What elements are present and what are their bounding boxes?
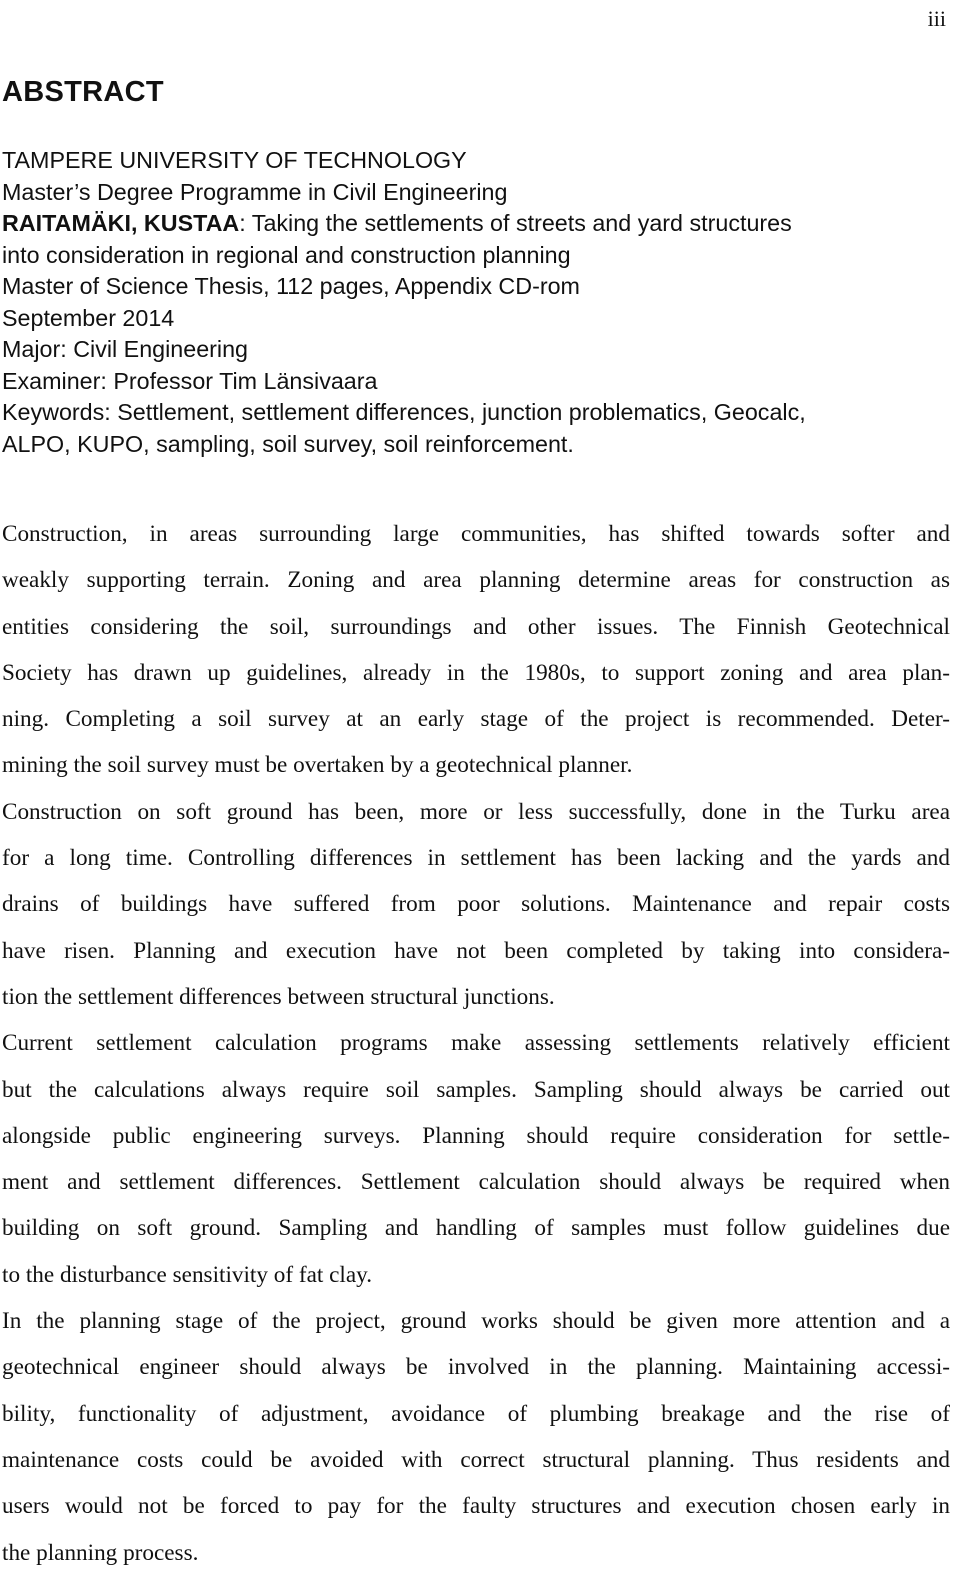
- paragraph-line: bility, functionality of adjustment, avoidance of plumbing breakage and the rise of: [2, 1400, 950, 1427]
- keywords-line-2: ALPO, KUPO, sampling, soil survey, soil reinforcement.: [2, 430, 574, 457]
- paragraph-line: for a long time. Controlling differences in settlement has been lacking and the yards and: [2, 845, 950, 872]
- abstract-paragraph-2: [2, 789, 950, 1020]
- thesis-metadata: [2, 145, 957, 460]
- paragraph-line: mining the soil survey must be overtaken by a geotechnical planner.: [2, 752, 633, 779]
- thesis-examiner: Examiner: Professor Tim Länsivaara: [2, 367, 378, 394]
- thesis-title-part2: into consideration in regional and construction planning: [2, 241, 571, 268]
- paragraph-line: weakly supporting terrain. Zoning and area planning determine areas for construction as: [2, 567, 950, 594]
- paragraph-line: geotechnical engineer should always be involved in the planning. Maintaining accessi-: [2, 1354, 950, 1381]
- paragraph-line: Construction on soft ground has been, more or less successfully, done in the Turku area: [2, 798, 950, 825]
- paragraph-line: the planning process.: [2, 1539, 199, 1566]
- university-name: TAMPERE UNIVERSITY OF TECHNOLOGY: [2, 147, 467, 173]
- abstract-paragraph-4: [2, 1298, 950, 1576]
- paragraph-line: ning. Completing a soil survey at an early stage of the project is recommended. Deter-: [2, 706, 950, 733]
- paragraph-line: to the disturbance sensitivity of fat clay.: [2, 1261, 373, 1288]
- thesis-title-part1: : Taking the settlements of streets and yard structures: [239, 210, 792, 236]
- paragraph-line: users would not be forced to pay for the faulty structures and execution chosen early in: [2, 1493, 950, 1520]
- paragraph-line: ment and settlement differences. Settlement calculation should always be required when: [2, 1169, 950, 1196]
- paragraph-line: Current settlement calculation programs make assessing settlements relatively efficient: [2, 1030, 950, 1057]
- author-name: RAITAMÄKI, KUSTAA: [2, 210, 240, 236]
- thesis-info: Master of Science Thesis, 112 pages, Appendix CD-rom: [2, 273, 580, 299]
- paragraph-line: maintenance costs could be avoided with correct structural planning. Thus residents and: [2, 1446, 950, 1473]
- abstract-body: [2, 511, 950, 1576]
- paragraph-line: In the planning stage of the project, ground works should be given more attention and a: [2, 1308, 950, 1335]
- degree-programme: Master’s Degree Programme in Civil Engineering: [2, 178, 508, 205]
- abstract-heading: ABSTRACT: [2, 76, 164, 108]
- abstract-paragraph-3: [2, 1020, 950, 1298]
- paragraph-line: entities considering the soil, surroundings and other issues. The Finnish Geotechnical: [2, 613, 950, 640]
- thesis-date: September 2014: [2, 304, 175, 331]
- paragraph-line: Construction, in areas surrounding large communities, has shifted towards softer and: [2, 521, 950, 547]
- abstract-paragraph-1: [2, 511, 950, 789]
- paragraph-line: drains of buildings have suffered from poor solutions. Maintenance and repair costs: [2, 891, 950, 918]
- paragraph-line: building on soft ground. Sampling and handling of samples must follow guidelines due: [2, 1215, 950, 1242]
- paragraph-line: alongside public engineering surveys. Planning should require consideration for settle-: [2, 1122, 950, 1149]
- page-number: iii: [927, 6, 946, 31]
- thesis-major: Major: Civil Engineering: [2, 336, 249, 362]
- author-title-line: [2, 208, 957, 240]
- paragraph-line: have risen. Planning and execution have not been completed by taking into considera-: [2, 937, 950, 964]
- paragraph-line: Society has drawn up guidelines, already in the 1980s, to support zoning and area plan-: [2, 659, 950, 686]
- keywords-line-1: Keywords: Settlement, settlement differences, junction problematics, Geocalc,: [2, 399, 806, 425]
- paragraph-line: tion the settlement differences between structural junctions.: [2, 983, 555, 1010]
- paragraph-line: but the calculations always require soil samples. Sampling should always be carried out: [2, 1076, 950, 1103]
